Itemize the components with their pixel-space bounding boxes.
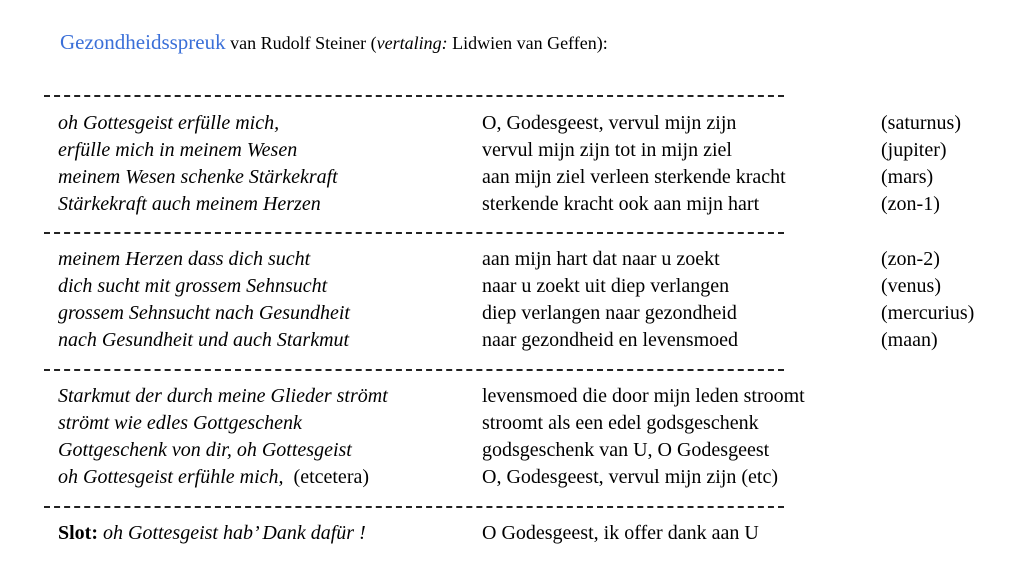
german-line: meinem Wesen schenke Stärkekraft [58,166,338,188]
dutch-line: diep verlangen naar gezondheid [482,302,737,324]
page-title [60,30,608,55]
poem-line [0,383,1024,410]
german-line: Stärkekraft auch meinem Herzen [58,193,321,215]
dutch-line: aan mijn ziel verleen sterkende kracht [482,166,786,188]
german-line: Gottgeschenk von dir, oh Gottesgeist [58,439,352,461]
planet-label: (zon-2) [881,248,940,270]
closing-german [58,520,366,547]
dashed-separator [44,506,784,508]
dutch-line: stroomt als een edel godsgeschenk [482,412,759,434]
dashed-separator [44,369,784,371]
planet-label: (saturnus) [881,112,961,134]
poem-title: Gezondheidsspreuk [60,30,226,54]
german-line [58,464,369,491]
german-line-text: oh Gottesgeist erfühle mich, [58,466,284,488]
poem-line [0,164,1024,191]
dashed-separator [44,232,784,234]
poem-line [0,191,1024,218]
planet-label: (mars) [881,166,934,188]
poem-line [0,327,1024,354]
poem-line [0,110,1024,137]
german-line: oh Gottesgeist erfülle mich, [58,112,280,134]
dashed-separator [44,95,784,97]
poem-line [0,246,1024,273]
planet-label: (venus) [881,275,941,297]
poem-line [0,437,1024,464]
german-line: erfülle mich in meinem Wesen [58,139,298,161]
german-line: Starkmut der durch meine Glieder strömt [58,385,388,407]
closing-label: Slot: [58,522,98,544]
dutch-line: O, Godesgeest, vervul mijn zijn [482,112,737,134]
translation-label: vertaling: [376,33,448,53]
poem-line [0,464,1024,491]
dutch-line: naar gezondheid en levensmoed [482,329,739,351]
planet-label: (zon-1) [881,193,940,215]
poem-line [0,300,1024,327]
dutch-line: O, Godesgeest, vervul mijn zijn (etc) [482,466,779,488]
closing-line [0,520,1024,547]
planet-label: (jupiter) [881,139,947,161]
german-line: strömt wie edles Gottgeschenk [58,412,302,434]
dutch-line: levensmoed die door mijn leden stroomt [482,385,805,407]
dutch-line: vervul mijn zijn tot in mijn ziel [482,139,732,161]
author-credit: van Rudolf Steiner ( [230,33,377,53]
dutch-line: sterkende kracht ook aan mijn hart [482,193,760,215]
planet-label: (maan) [881,329,938,351]
dutch-line: godsgeschenk van U, O Godesgeest [482,439,770,461]
poem-line [0,137,1024,164]
planet-label: (mercurius) [881,302,975,324]
closing-dutch: O Godesgeest, ik offer dank aan U [482,522,759,544]
etcetera-note: (etcetera) [293,466,370,488]
translator-credit: Lidwien van Geffen): [452,33,608,53]
german-line: nach Gesundheit und auch Starkmut [58,329,350,351]
poem-line [0,273,1024,300]
closing-german-text: oh Gottesgeist hab’ Dank dafür ! [103,522,366,544]
german-line: grossem Sehnsucht nach Gesundheit [58,302,350,324]
dutch-line: aan mijn hart dat naar u zoekt [482,248,720,270]
poem-line [0,410,1024,437]
dutch-line: naar u zoekt uit diep verlangen [482,275,730,297]
german-line: dich sucht mit grossem Sehnsucht [58,275,328,297]
german-line: meinem Herzen dass dich sucht [58,248,311,270]
